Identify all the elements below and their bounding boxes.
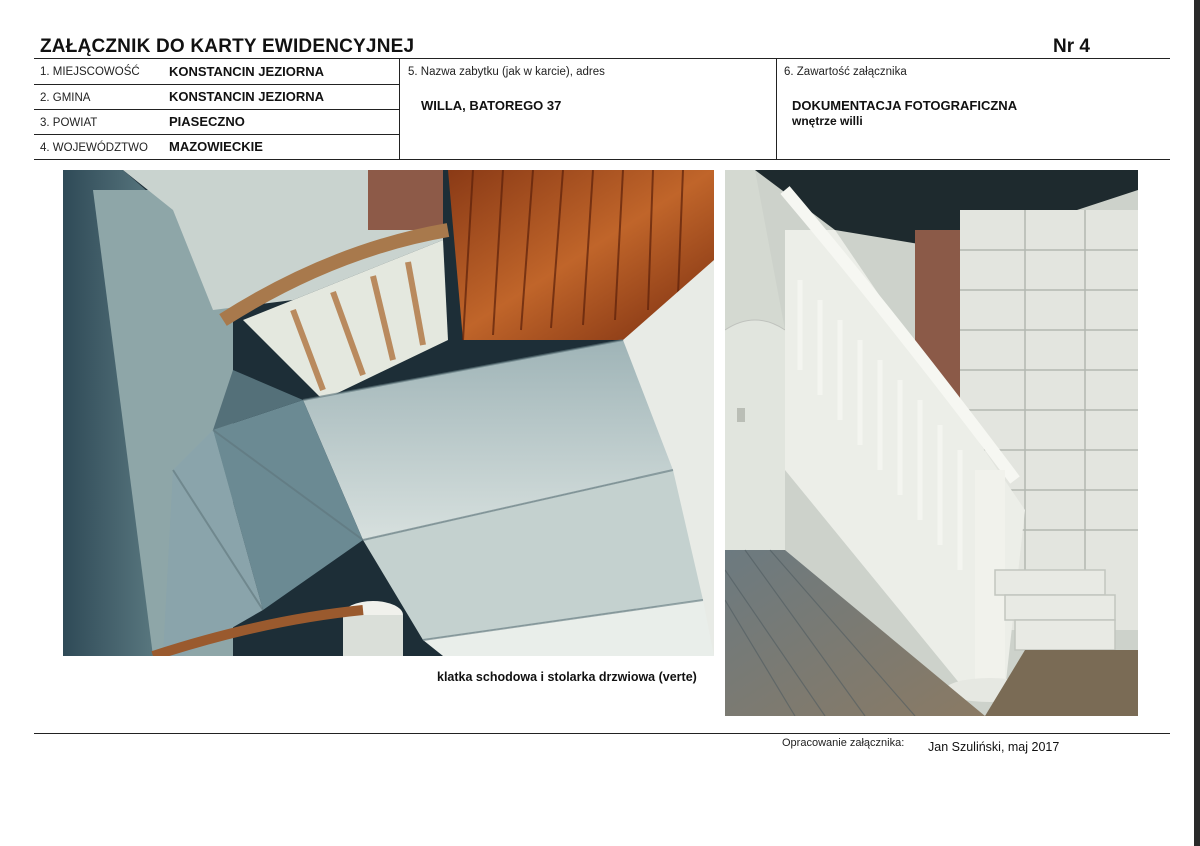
monument-value: WILLA, BATOREGO 37 (421, 98, 562, 113)
locality-value: KONSTANCIN JEZIORNA (169, 64, 325, 79)
contents-value: DOKUMENTACJA FOTOGRAFICZNA (792, 98, 1018, 113)
form-col-divider (399, 58, 400, 159)
form-bottom-border (34, 159, 1170, 160)
form-row-divider (34, 84, 399, 85)
voivodeship-label: 4. WOJEWÓDZTWO (40, 142, 148, 154)
monument-label: 5. Nazwa zabytku (jak w karcie), adres (408, 66, 605, 78)
form-row-divider (34, 134, 399, 135)
commune-value: KONSTANCIN JEZIORNA (169, 89, 325, 104)
form-top-border (34, 58, 1170, 59)
photo-caption: klatka schodowa i stolarka drzwiowa (verte) (437, 670, 697, 684)
staircase-top-view-photo (63, 170, 714, 656)
contents-subvalue: wnętrze willi (792, 114, 863, 128)
prepared-by: Jan Szuliński, maj 2017 (928, 740, 1060, 754)
footer-border (34, 733, 1170, 734)
page-title: ZAŁĄCZNIK DO KARTY EWIDENCYJNEJ (40, 36, 415, 57)
district-label: 3. POWIAT (40, 117, 98, 129)
scan-edge (1194, 0, 1200, 846)
form-row-divider (34, 109, 399, 110)
commune-label: 2. GMINA (40, 92, 91, 104)
voivodeship-value: MAZOWIECKIE (169, 139, 263, 154)
prepared-label: Opracowanie załącznika: (782, 737, 905, 749)
attachment-number: Nr 4 (1053, 36, 1090, 57)
form-col-divider (776, 58, 777, 159)
contents-label: 6. Zawartość załącznika (784, 66, 907, 78)
staircase-hall-photo (725, 170, 1138, 716)
district-value: PIASECZNO (169, 114, 245, 129)
locality-label: 1. MIEJSCOWOŚĆ (40, 66, 140, 78)
